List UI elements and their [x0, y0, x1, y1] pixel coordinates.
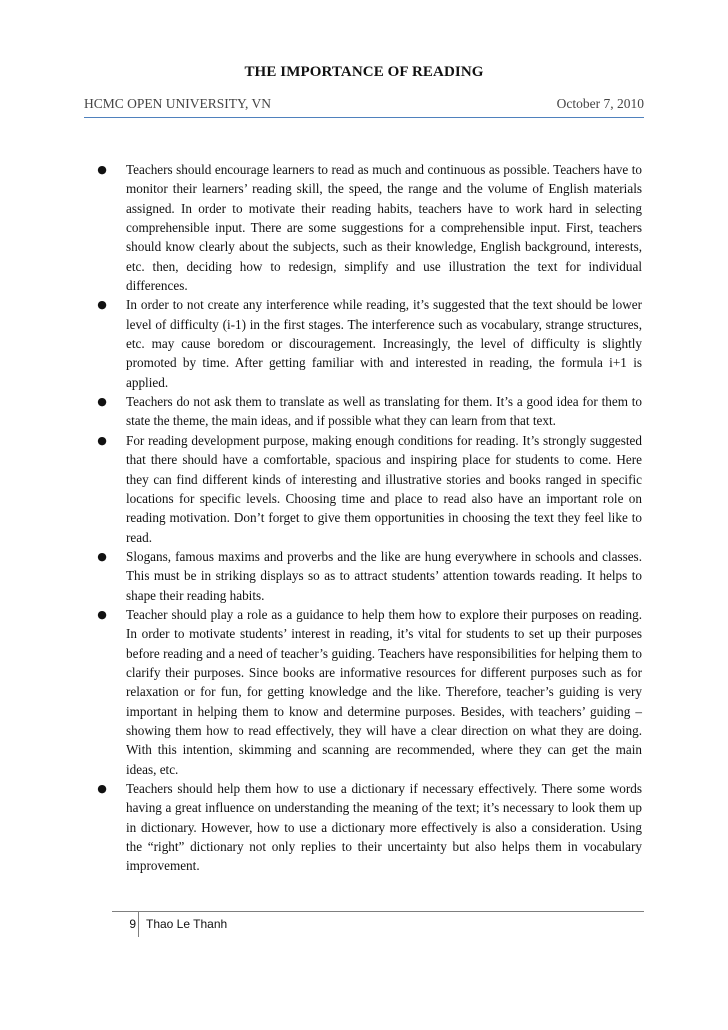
document-title: THE IMPORTANCE OF READING: [244, 64, 484, 80]
list-item-text: Teachers should help them how to use a dictionary if necessary effectively. There some words having a great influence on understanding the meaning of the text; it’s necessary to look them up in dictionary. However, how to use a dictionary more effectively is also a consideration. Using the “right” dictionary not only replies to their uncertainty but also helps them in vocabulary improvement.: [126, 781, 642, 874]
bullet-icon: ●: [97, 163, 107, 176]
page-number: 9: [129, 917, 136, 931]
bullet-icon: ●: [97, 395, 107, 409]
bullet-icon: ●: [97, 782, 107, 795]
list-item: [97, 779, 642, 876]
bullet-icon: ●: [97, 433, 107, 447]
list-item-text: Teacher should play a role as a guidance to help them how to explore their purposes on reading. In order to motivate students’ interest in reading, it’s vital for students to set up their purposes before reading and a need of teacher’s guiding. Teachers have responsibilities for helping them to clarify their purposes. Since books are informative resources for different purposes such as for relaxation or for fun, for getting knowledge and the like. Therefore, teacher’s guiding is very important in helping them to know and determine purposes. Besides, with teachers’ guiding – showing them how to read effectively, they will have a clear direction on what they are doing. With this intention, skimming and scanning are recommended, where they can get the main ideas, etc.: [126, 606, 642, 777]
header-date: October 7, 2010: [556, 96, 644, 111]
bullet-icon: ●: [97, 607, 107, 621]
list-item: [97, 295, 642, 392]
footer-separator: [138, 911, 139, 937]
list-item: [97, 547, 642, 605]
body-content: [97, 160, 642, 876]
bullet-icon: ●: [97, 549, 107, 563]
list-item: [97, 392, 642, 431]
footer-divider: [112, 911, 644, 912]
list-item-text: In order to not create any interference while reading, it’s suggested that the text should be lower level of difficulty (i-1) in the first stages. The interference such as vocabulary, strange structures, etc. may cause boredom or discouragement. Increasingly, the level of difficulty is slightly promoted by time. After getting familiar with and interested in reading, the formula i+1 is applied.: [126, 297, 642, 390]
header-institution: HCMC OPEN UNIVERSITY, VN: [84, 96, 272, 111]
list-item-text: Teachers should encourage learners to read as much and continuous as possible. Teachers have to monitor their learners’ reading skill, the speed, the range and the volume of English materials assigned. In order to motivate their reading habits, teachers have to work hard in selecting comprehensible input. There are some suggestions for a comprehensible input. First, teachers should know clearly about the subjects, such as their knowledge, English background, interests, etc. then, deciding how to redesign, simplify and use illustration the text for individual differences.: [126, 162, 642, 294]
list-item-text: For reading development purpose, making enough conditions for reading. It’s strongly suggested that there should have a comfortable, spacious and inspiring place for students to come. Here they can find different kinds of interesting and illustrative stories and books ranged in specific locations for specific levels. Choosing time and place to read also have an important role on reading motivation. Don’t forget to give them opportunities in choosing the text they feel like to read.: [126, 432, 642, 545]
footer-author: Thao Le Thanh: [146, 917, 228, 931]
bullet-icon: ●: [97, 298, 107, 312]
header-divider: [84, 117, 644, 118]
list-item-text: Teachers do not ask them to translate as well as translating for them. It’s a good idea for them to state the theme, the main ideas, and if possible what they can learn from that text.: [126, 394, 642, 429]
list-item: [97, 160, 642, 295]
list-item-text: Slogans, famous maxims and proverbs and the like are hung everywhere in schools and classes. This must be in striking displays so as to attract students’ attention towards reading. It helps to shape their reading habits.: [126, 548, 642, 603]
bullet-list: [97, 160, 642, 876]
list-item: [97, 605, 642, 779]
list-item: [97, 431, 642, 547]
